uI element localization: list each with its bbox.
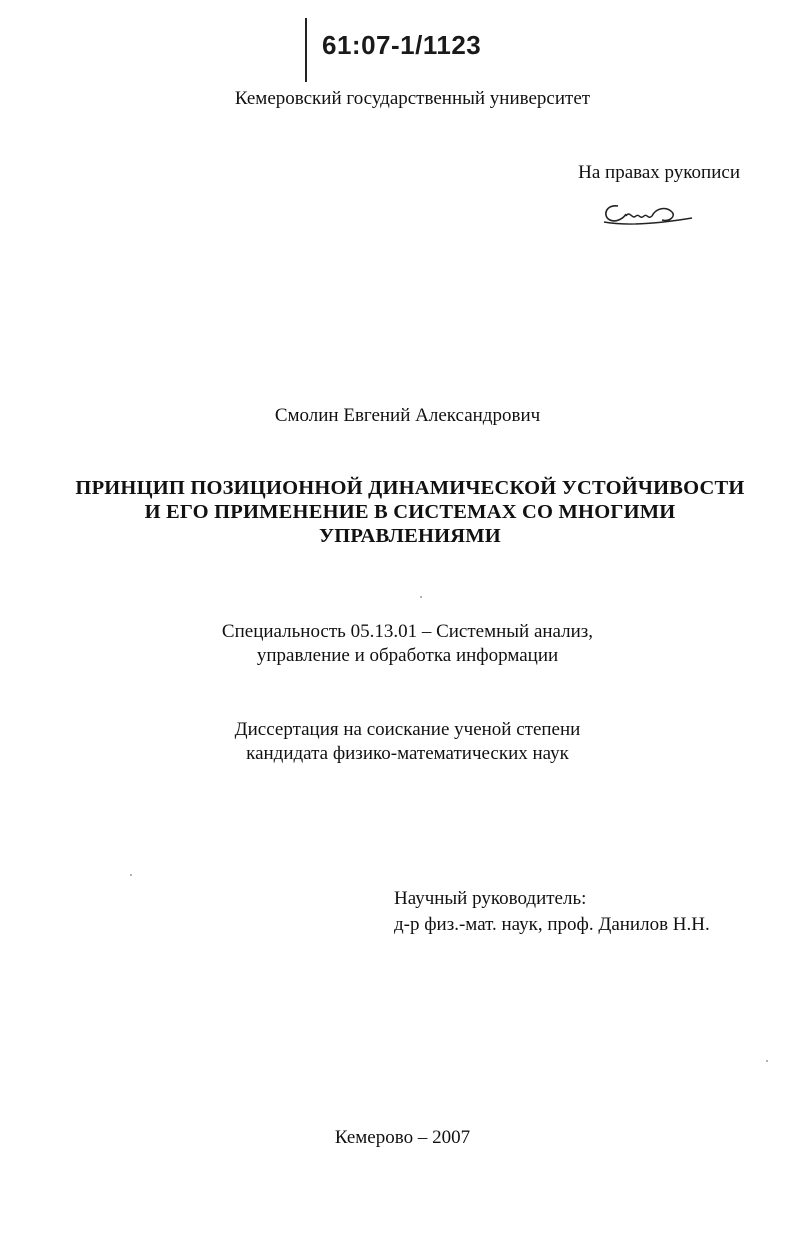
specialty-block <box>0 620 795 668</box>
degree-block <box>0 718 795 766</box>
city-and-year: Кемерово – 2007 <box>334 1127 471 1148</box>
author-signature <box>596 196 696 230</box>
scan-speck <box>130 874 132 876</box>
title-line-3: УПРАВЛЕНИЯМИ <box>319 525 501 547</box>
scan-speck <box>420 596 422 598</box>
title-line-1: ПРИНЦИП ПОЗИЦИОННОЙ ДИНАМИЧЕСКОЙ УСТОЙЧИВОСТИ <box>75 477 745 499</box>
specialty-line-1: Специальность 05.13.01 – Системный анализ, <box>221 621 594 642</box>
advisor-block <box>394 886 710 938</box>
author-name: Смолин Евгений Александрович <box>274 405 541 426</box>
scan-speck <box>766 1060 768 1062</box>
university-name: Кемеровский государственный университет <box>234 88 591 109</box>
manuscript-rights-note: На правах рукописи <box>578 162 740 183</box>
degree-line-2: кандидата физико-математических наук <box>246 743 569 764</box>
degree-line-1: Диссертация на соискание ученой степени <box>234 719 581 740</box>
title-line-2: И ЕГО ПРИМЕНЕНИЕ В СИСТЕМАХ СО МНОГИМИ <box>144 501 676 523</box>
archive-stamp-code: 61:07-1/1123 <box>322 30 482 60</box>
advisor-label: Научный руководитель: <box>394 888 587 909</box>
dissertation-title <box>60 476 760 548</box>
advisor-name: д-р физ.-мат. наук, проф. Данилов Н.Н. <box>394 914 710 935</box>
specialty-line-2: управление и обработка информации <box>256 645 559 666</box>
stamp-rule <box>305 18 307 82</box>
